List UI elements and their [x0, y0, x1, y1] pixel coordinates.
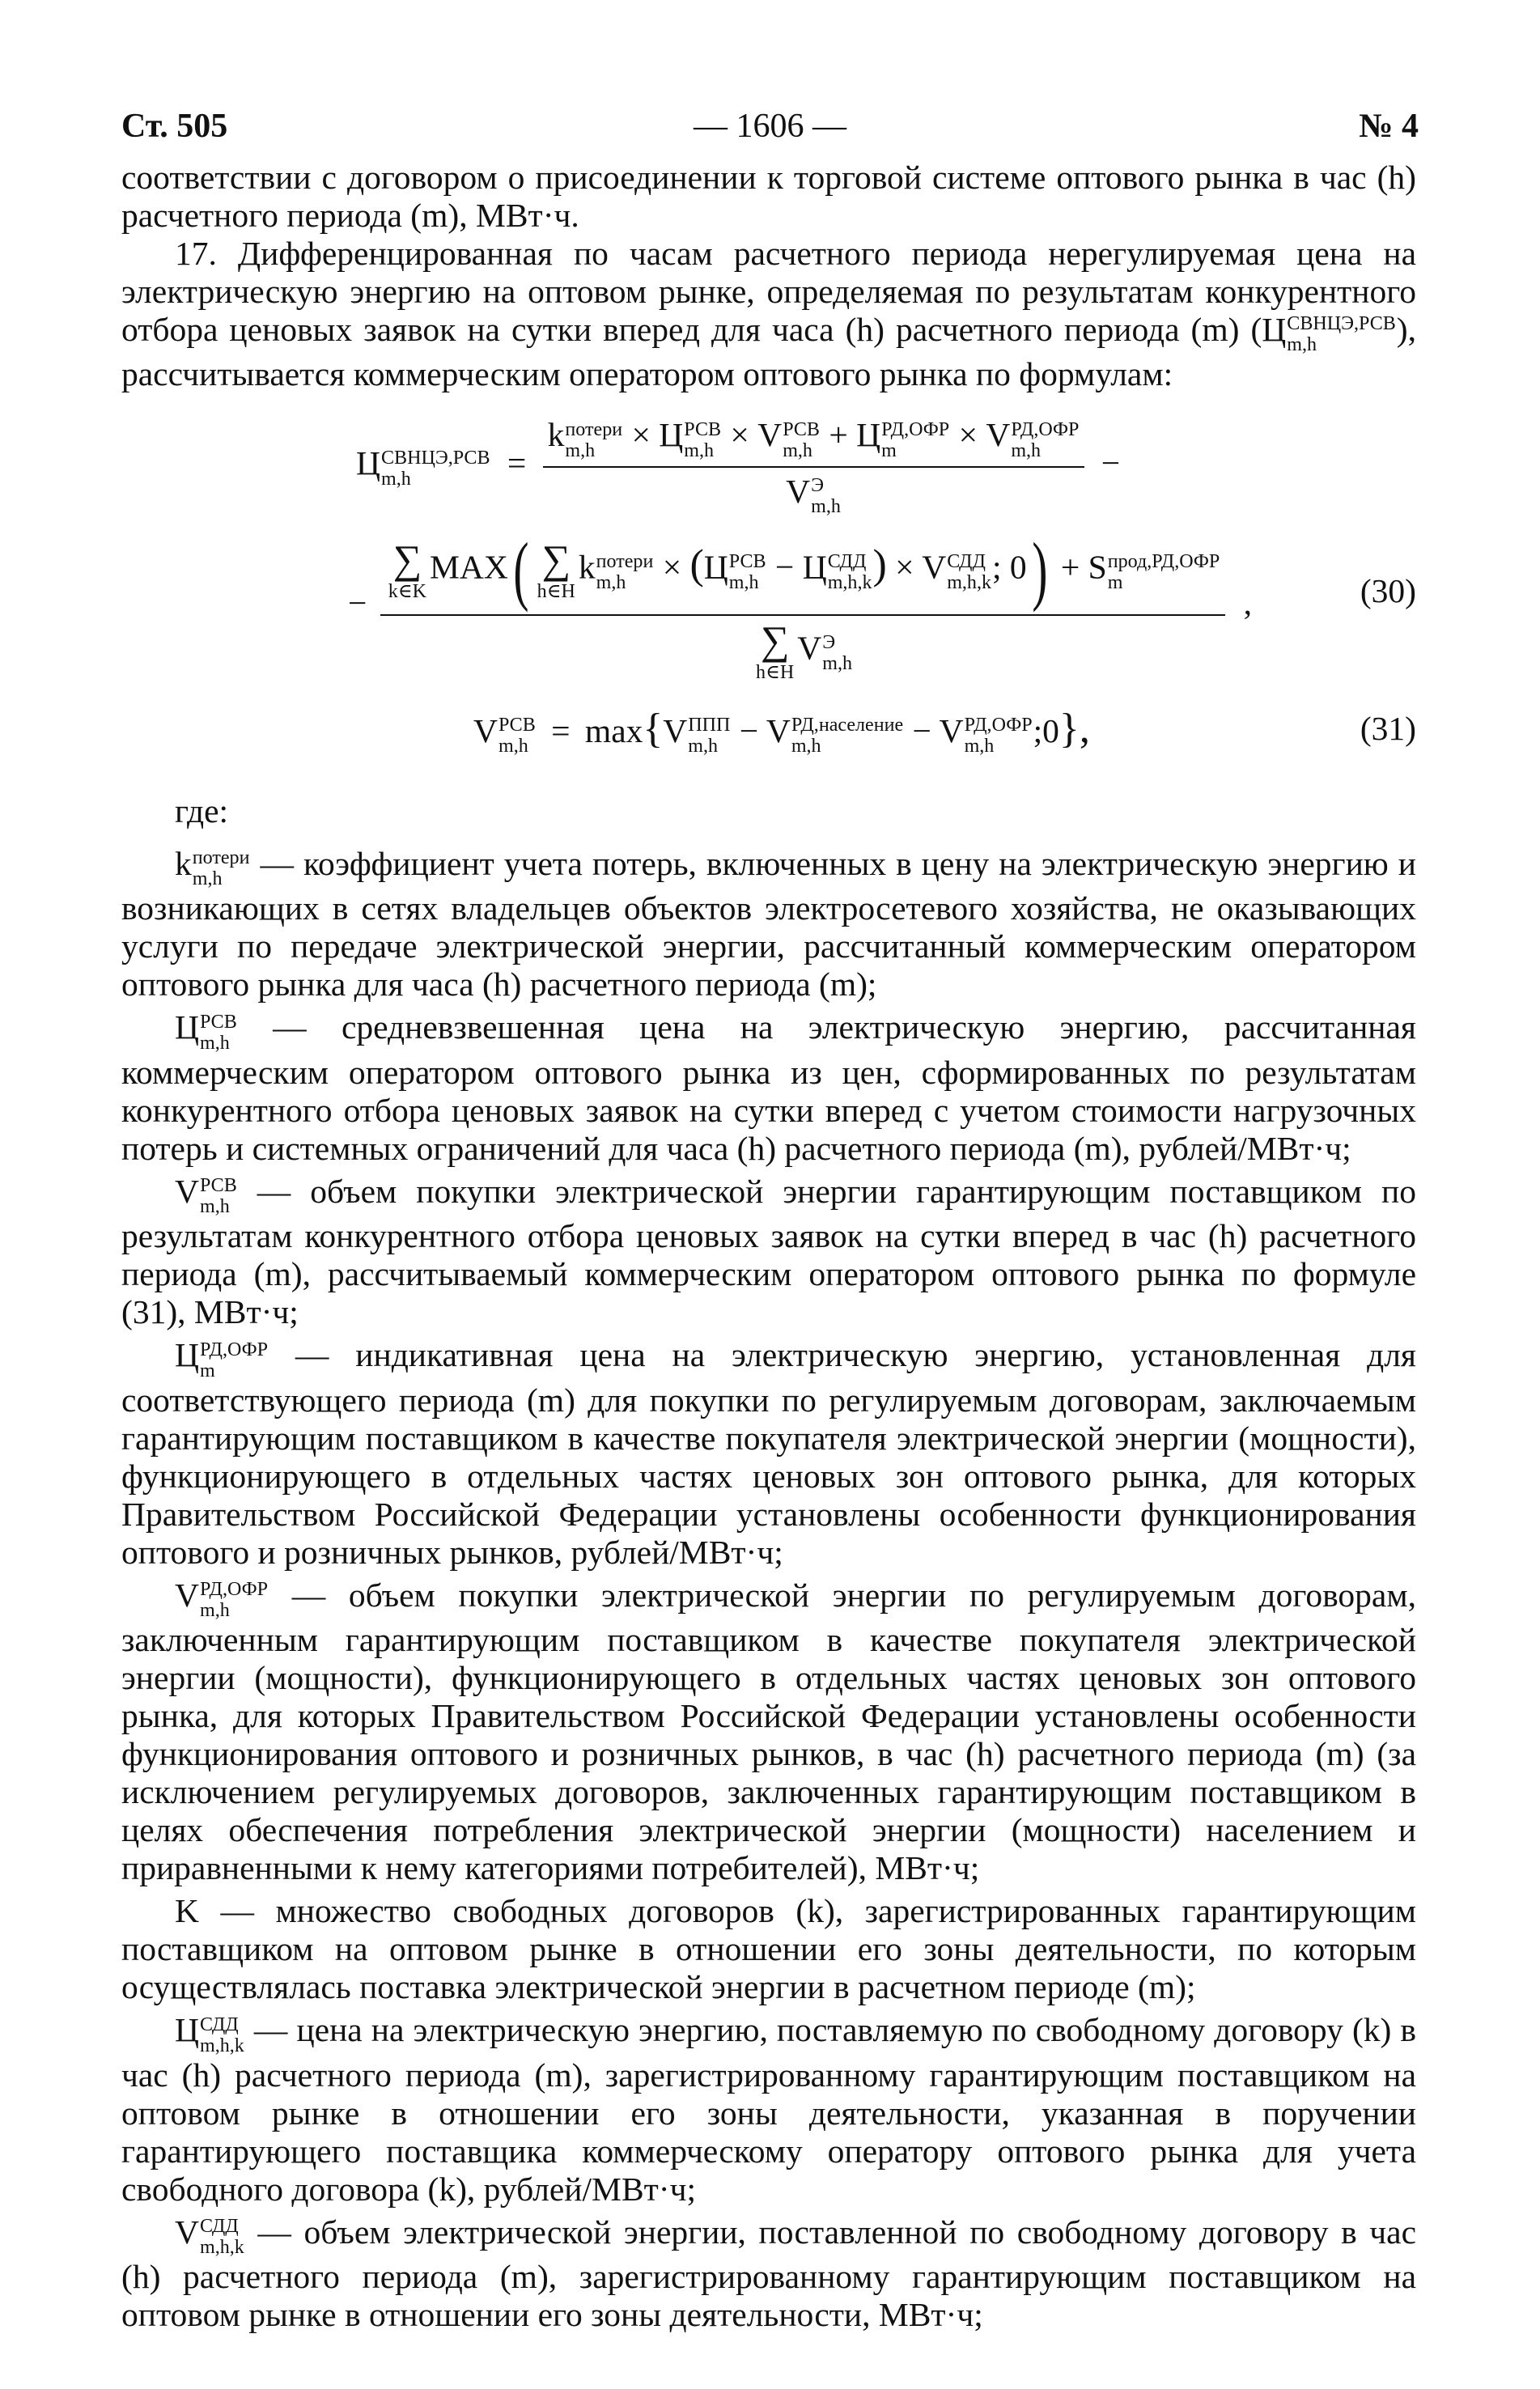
definition-v-rdofr: V РД,ОФР m,h — объем покупки электрической энергии по регулируемым договорам, заключенным гарантирующим поставщиком в качестве покупателя электрической энергии (мощности), функционирующего в отдельных частях ценовых зон оптового рынка, для которых Правительством Российской Федерации установлены особенности функционирования оптового и розничных рынков, в час (h) расчетного периода (m) (за исключением регулируемых договоров, заключенных гарантирующим поставщиком в целях обеспечения потребления электрической энергии (мощности) населением и приравненными к нему категориями потребителей), МВт·ч;: [121, 1576, 1416, 1887]
where-label: где:: [175, 792, 229, 830]
header-article: Ст. 505: [121, 108, 228, 145]
f30-second-fraction: ∑ k∈K MAX( ∑ h∈H k потери m,h × (Ц РСВ m,h − Ц СДД m,h,k ) × V СДД m,h,k ; 0) + S прод,РД,ОФР m ∑ h∈H V Э m,h: [380, 532, 1226, 681]
definition-v-sdd: V СДД m,h,k — объем электрической энергии, поставленной по свободному договору в час (h) расчетного периода (m), зарегистрированному гарантирующим поставщиком на оптовом рынке в отношении его зоны деятельности, МВт·ч;: [121, 2213, 1417, 2333]
f30-first-fraction: k потери m,h × Ц РСВ m,h × V РСВ m,h + Ц РД,ОФР m × V РД,ОФР m,h V Э m,h: [543, 416, 1085, 517]
paragraph-17-text-end: ), рассчитывается коммерческим оператором оптового рынка по формулам:: [121, 311, 1416, 393]
paragraph-continuation: соответствии с договором о присоединении к торговой системе оптового рынка в час (h) расчетного периода (m), МВт·ч.: [121, 159, 1416, 234]
formula-30-line1: Ц СВНЦЭ,РСВ m,h = k потери m,h × Ц РСВ m,h × V РСВ m,h + Ц РД,ОФР m × V РД,ОФР m,h V Э m,h −: [356, 416, 1121, 518]
definition-k-poteri: k потери m,h — коэффициент учета потерь, включенных в цену на электрическую энергию и возникающих в сетях владельцев объектов электросетевого хозяйства, не оказывающих услуги по передаче электрической энергии, рассчитанный коммерческим оператором оптового рынка для часа (h) расчетного периода (m);: [121, 845, 1416, 1004]
definition-v-rsv: V РСВ m,h — объем покупки электрической энергии гарантирующим поставщиком по результатам конкурентного отбора ценовых заявок на сутки вперед в час (h) расчетного периода (m), рассчитываемый коммерческим оператором оптового рынка по формуле (31), МВт·ч;: [121, 1172, 1416, 1331]
formula-31: V РСВ m,h = max{V ППП m,h − V РД,население m,h − V РД,ОФР m,h ;0}, (31): [473, 705, 1416, 757]
definition-c-sdd: Ц СДД m,h,k — цена на электрическую энергию, поставляемую по свободному договору (k) в час (h) расчетного периода (m), зарегистрированному гарантирующим поставщиком на оптовом рынке в отношении его зоны деятельности, указанная в поручении гарантирующего поставщика коммерческому оператору оптового рынка для учета свободного договора (k), рублей/МВт·ч;: [121, 2011, 1416, 2208]
formula-30: [121, 416, 1416, 681]
paragraph-17: [121, 235, 1416, 393]
definition-k-set: K — множество свободных договоров (k), зарегистрированных гарантирующим поставщиком на оптовом рынке в отношении его зоны деятельности, по которым осуществлялась поставка электрической энергии в расчетном периоде (m);: [121, 1892, 1416, 2006]
header-issue-number: № 4: [1359, 108, 1419, 145]
f30-lhs: Ц СВНЦЭ,РСВ m,h: [356, 444, 490, 490]
definition-c-rdofr: Ц РД,ОФР m — индикативная цена на электрическую энергию, установленная для соответствующего периода (m) для покупки по регулируемым договорам, заключаемым гарантирующим поставщиком в качестве покупателя электрической энергии (мощности), функционирующего в отдельных частях ценовых зон оптового рынка, для которых Правительством Российской Федерации установлены особенности функционирования оптового и розничных рынков, рублей/МВт·ч;: [121, 1336, 1417, 1571]
paragraph-17-text: 17. Дифференцированная по часам расчетного периода нерегулируемая цена на электрическую энергию на оптовом рынке, определяемая по результатам конкурентного отбора ценовых заявок на сутки вперед для часа (h) расчетного периода (m) (: [121, 235, 1416, 348]
definitions-list: [121, 845, 1416, 2334]
equation-number-30: (30): [1360, 572, 1416, 610]
main-text: [121, 159, 1416, 2339]
header-page-number: — 1606 —: [694, 108, 846, 145]
formula-30-line2: − ∑ k∈K MAX( ∑ h∈H k потери m,h × (Ц РСВ m,h − Ц СДД m,h,k ) × V СДД m,h,k ; 0) + S прод,РД,ОФР m ∑ h∈H V Э m,h , (30): [348, 527, 1416, 683]
page-header: [0, 107, 1540, 159]
symbol-c-svnc: Ц СВНЦЭ,РСВ m,h: [1262, 311, 1396, 356]
definition-c-rsv: Ц РСВ m,h — средневзвешенная цена на электрическую энергию, рассчитанная коммерческим оператором оптового рынка из цен, сформированных по результатам конкурентного отбора ценовых заявок на сутки вперед с учетом стоимости нагрузочных потерь и системных ограничений для часа (h) расчетного периода (m), рублей/МВт·ч;: [121, 1008, 1417, 1167]
equation-number-31: (31): [1360, 709, 1416, 747]
